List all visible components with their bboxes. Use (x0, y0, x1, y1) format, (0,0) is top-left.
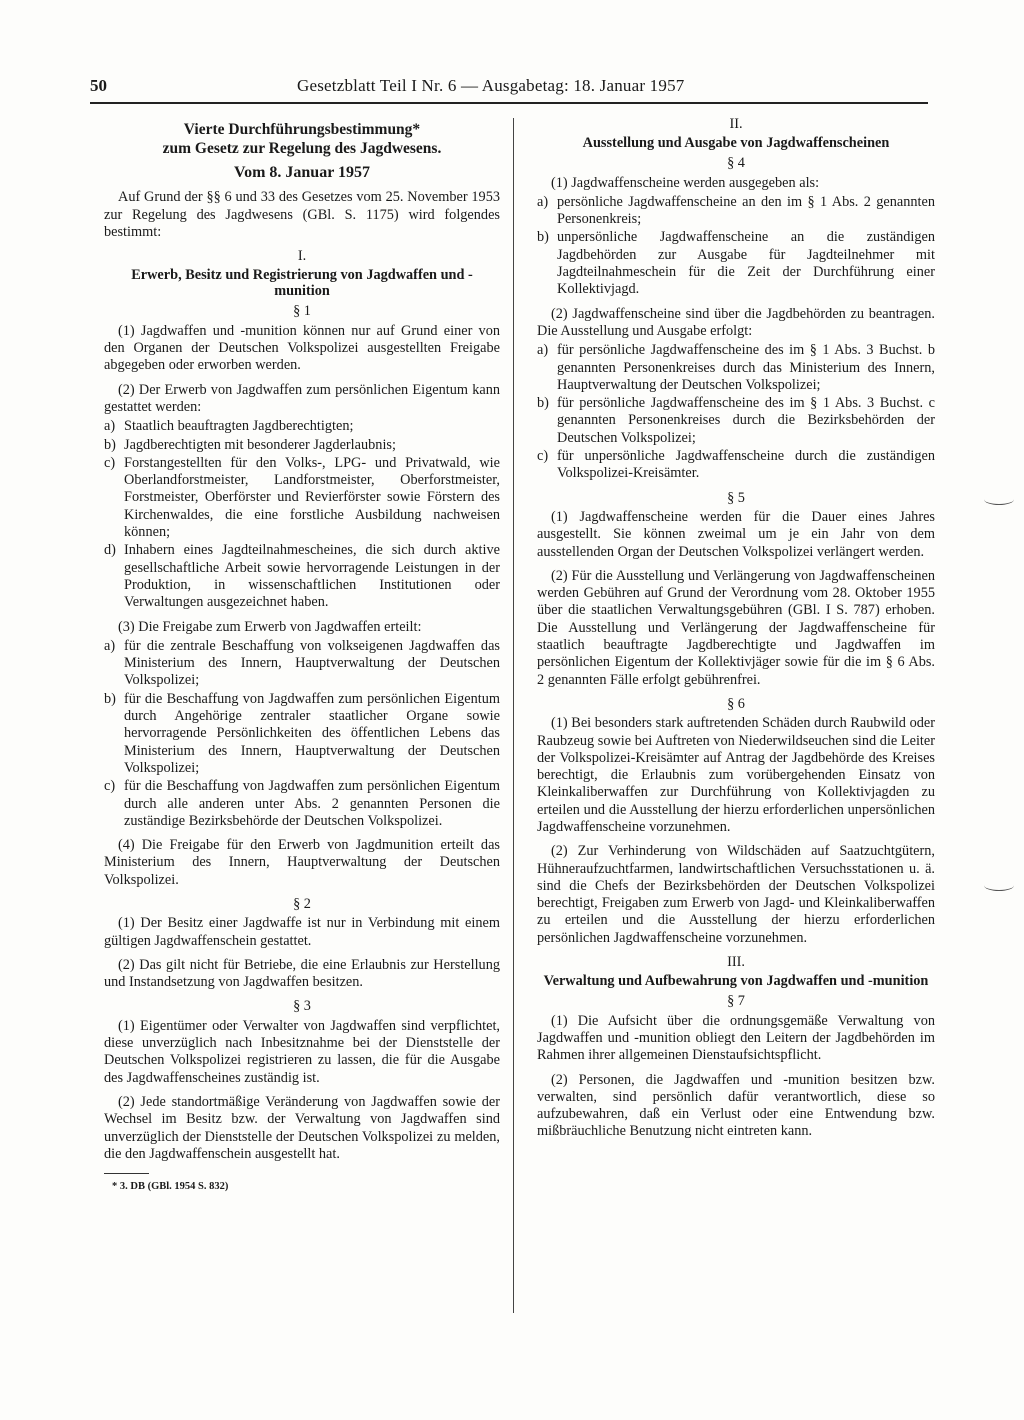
document-title-line-1: Vierte Durchführungsbestimmung* (183, 121, 421, 138)
section-4-heading: § 4 (727, 155, 745, 172)
margin-mark (984, 494, 1014, 505)
list-item-label: c) (537, 448, 549, 465)
list-item (104, 778, 500, 830)
list-item (104, 638, 500, 690)
right-column (537, 112, 935, 1148)
list-item-text: Jagdberechtigten mit besonderer Jagderlaubnis; (124, 436, 396, 453)
footnote-rule (104, 1173, 149, 1174)
list-item (537, 342, 935, 394)
section-1-para-4: (4) Die Freigabe für den Erwerb von Jagdmunition erteilt das Ministerium des Innern, Hauptverwaltung der Deutschen Volkspolizei. (104, 837, 500, 888)
list-item-label: c) (104, 454, 116, 471)
list-item-label: b) (104, 690, 116, 707)
column-divider (513, 118, 514, 1313)
section-3-para-2: (2) Jede standortmäßige Veränderung von Jagdwaffen sowie der Wechsel im Besitz bzw. der Verwaltung von Jagdwaffen sind unverzüglich der Dienststelle der Deutschen Volkspolizei zu melden, die den Jagdwaffenschein ausgestellt hat. (104, 1093, 500, 1162)
list-item-text: für die zentrale Beschaffung von volkseigenen Jagdwaffen das Ministerium des Innern, Hauptverwaltung der Deutschen Volkspolizei; (124, 637, 500, 689)
list-item-text: Staatlich beauftragten Jagdberechtigten; (124, 418, 354, 435)
list-item (537, 448, 935, 483)
list-item (104, 455, 500, 541)
section-1-heading: § 1 (293, 303, 311, 320)
section-5-para-2: (2) Für die Ausstellung und Verlängerung von Jagdwaffenscheinen werden Gebühren auf Grund der Verordnung vom 28. Oktober 1955 über die staatlichen Verwaltungsgebühren (GBl. I S. 787) erhoben. Die Ausstellung und Verlängerung der Jagdwaffenscheine für staatlich beauftragte Jagdberechtigte und Jagdwaffen im persönlichen Eigentum der Kollektivjäger sowie für die im § 6 Abs. 2 genannten Fälle erfolgt gebührenfrei. (537, 567, 935, 688)
list-item (104, 437, 500, 454)
section-1-para-1: (1) Jagdwaffen und -munition können nur auf Grund einer von den Organen der Deutschen Volkspolizei ausgestellten Freigabe abgegeben oder erworben werden. (104, 322, 500, 374)
section-4-para-1-list (537, 194, 935, 299)
list-item-label: b) (537, 229, 549, 246)
list-item (104, 691, 500, 777)
section-3-para-1: (1) Eigentümer oder Verwalter von Jagdwaffen sind verpflichtet, diese unverzüglich nach Inbesitznahme bei der Dienststelle der Deutschen Volkspolizei registrieren zu lassen, die für die Ausgabe des Jagdwaffenscheines zuständig ist. (104, 1017, 500, 1086)
part-3-heading: Verwaltung und Aufbewahrung von Jagdwaffen und -munition (543, 973, 929, 990)
list-item-label: c) (104, 778, 116, 795)
list-item-label: a) (104, 637, 116, 654)
document-title-line-2: zum Gesetz zur Regelung des Jagdwesens. (162, 140, 442, 157)
part-2-number: II. (729, 116, 743, 132)
list-item-text: für unpersönliche Jagdwaffenscheine durch die zuständigen Volkspolizei-Kreisämter. (557, 448, 935, 482)
page-number: 50 (90, 76, 107, 95)
list-item-label: b) (537, 395, 549, 412)
page-header (90, 72, 928, 104)
part-2-heading: Ausstellung und Ausgabe von Jagdwaffenscheinen (582, 135, 890, 152)
running-title: Gesetzblatt Teil I Nr. 6 — Ausgabetag: 18. Januar 1957 (297, 76, 685, 95)
document-date: Vom 8. Januar 1957 (233, 164, 371, 181)
list-item-text: Inhabern eines Jagdteilnahmescheines, die sich durch aktive gesellschaftliche Arbeit sowie hervorragende Leistungen in der Produktion, in wissenschaftlichen Institutionen oder Verwaltungen ausgezeichnet haben. (124, 542, 500, 611)
list-item-text: persönliche Jagdwaffenscheine an den im § 1 Abs. 2 genannten Personenkreis; (557, 193, 935, 228)
section-7-para-2: (2) Personen, die Jagdwaffen und -munition besitzen bzw. verwalten, sind persönlich dafür verantwortlich, diese so aufzubewahren, daß ein Verlust oder eine Entwendung bzw. mißbräuchliche Benutzung nicht eintreten kann. (537, 1071, 935, 1140)
list-item-text: für die Beschaffung von Jagdwaffen zum persönlichen Eigentum durch alle anderen unter Abs. 2 genannten Personen die zuständige Bezirksbehörde der Deutschen Volkspolizei. (124, 778, 500, 829)
part-1-number: I. (297, 248, 307, 265)
footnote: * 3. DB (GBl. 1954 S. 832) (112, 1181, 229, 1193)
section-1-para-3-list (104, 638, 500, 830)
section-6-para-1: (1) Bei besonders stark auftretenden Schäden durch Raubwild oder Raubzeug sowie bei Auftreten von Niederwildseuchen sind die Leiter der Volkspolizei-Kreisämter auf Antrag der Jagdbehörde des Kreises berechtigt, die Erlaubnis zum vorübergehenden Einsatz von Kleinkaliberwaffen zur Durchführung von Kollektivjagden zu erteilen und die Ausstellung der hierzu erforderlichen unpersönlichen Jagdwaffenscheine vorzunehmen. (537, 715, 935, 835)
preamble: Auf Grund der §§ 6 und 33 des Gesetzes vom 25. November 1953 zur Regelung des Jagdwesens (GBl. S. 1175) wird folgendes bestimmt: (104, 189, 500, 240)
section-1-para-2-list (104, 418, 500, 611)
list-item-text: für persönliche Jagdwaffenscheine des im § 1 Abs. 3 Buchst. c genannten Personenkreises durch die Bezirksbehörden der Deutschen Volkspolizei; (557, 395, 935, 446)
document-title (104, 120, 500, 158)
list-item-label: a) (104, 418, 116, 435)
list-item (537, 395, 935, 447)
list-item-text: für die Beschaffung von Jagdwaffen zum persönlichen Eigentum durch Angehörige zentraler staatlicher Organe sowie hervorragende Persönlichkeiten des öffentlichen Lebens das Ministerium des Innern, Hauptverwaltung der Deutschen Volkspolizei; (124, 690, 500, 776)
section-7-heading: § 7 (727, 993, 745, 1010)
list-item-label: a) (537, 342, 549, 359)
list-item (104, 418, 500, 435)
section-2-para-1: (1) Der Besitz einer Jagdwaffe ist nur in Verbindung mit einem gültigen Jagdwaffenschein gestattet. (104, 915, 500, 949)
list-item-text: unpersönliche Jagdwaffenscheine an die zuständigen Jagdbehörden zur Ausgabe für Jagdteilnehmer mit Jagdteilnahmeschein für die Zeit der Durchführung einer Kollektivjagd. (557, 229, 935, 298)
margin-mark (984, 880, 1014, 891)
section-3-heading: § 3 (293, 998, 311, 1015)
list-item (537, 194, 935, 229)
left-column (104, 112, 500, 1195)
list-item (104, 542, 500, 611)
section-2-para-2: (2) Das gilt nicht für Betriebe, die eine Erlaubnis zur Herstellung und Instandsetzung von Jagdwaffen besitzen. (104, 956, 500, 991)
section-5-heading: § 5 (727, 489, 745, 506)
section-1-para-2: (2) Der Erwerb von Jagdwaffen zum persönlichen Eigentum kann gestattet werden: (104, 381, 500, 415)
part-3-number: III. (727, 954, 745, 971)
list-item-label: b) (104, 436, 116, 453)
list-item-text: für persönliche Jagdwaffenscheine des im § 1 Abs. 3 Buchst. b genannten Personenkreises durch das Ministerium des Innern, Hauptverwaltung der Deutschen Volkspolizei; (557, 342, 935, 393)
section-1-para-3: (3) Die Freigabe zum Erwerb von Jagdwaffen erteilt: (118, 618, 422, 635)
section-7-para-1: (1) Die Aufsicht über die ordnungsgemäße Verwaltung von Jagdwaffen und -munition obliegt den Leitern der Jagdbehörden im Rahmen ihrer allgemeinen Dienstaufsichtspflicht. (537, 1012, 935, 1064)
section-4-para-2: (2) Jagdwaffenscheine sind über die Jagdbehörden zu beantragen. Die Ausstellung und Ausgabe erfolgt: (537, 305, 935, 339)
list-item-text: Forstangestellten für den Volks-, LPG- und Privatwald, wie Oberlandforstmeister, Landforstmeister, Oberforstmeister, Forstmeister, Oberförster und Revierförster sowie Förstern des Kirchenwaldes, die eine forstliche Ausbildung nachweisen können; (124, 454, 500, 541)
list-item-label: a) (537, 193, 549, 210)
list-item-label: d) (104, 542, 116, 559)
list-item (537, 229, 935, 298)
section-2-heading: § 2 (293, 895, 311, 912)
section-4-para-1: (1) Jagdwaffenscheine werden ausgegeben als: (551, 174, 820, 191)
section-5-para-1: (1) Jagdwaffenscheine werden für die Dauer eines Jahres ausgestellt. Sie können zweimal um je ein Jahr von dem ausstellenden Organ der Deutschen Volkspolizei verlängert werden. (537, 508, 935, 560)
part-1-heading: Erwerb, Besitz und Registrierung von Jagdwaffen und -munition (131, 267, 473, 300)
section-4-para-2-list (537, 342, 935, 482)
section-6-heading: § 6 (727, 695, 745, 712)
section-6-para-2: (2) Zur Verhinderung von Wildschäden auf Saatzuchtgütern, Hühneraufzuchtfarmen, landwirtschaftlichen Versuchsstationen u. ä. sind die Chefs der Bezirksbehörden der Deutschen Volkspolizei berechtigt, Freigaben zum Erwerb von Jagd- und Kleinkaliberwaffen zu erteilen und die Ausstellung der hierzu erforderlichen persönlichen Jagdwaffenscheine vorzunehmen. (537, 843, 935, 946)
